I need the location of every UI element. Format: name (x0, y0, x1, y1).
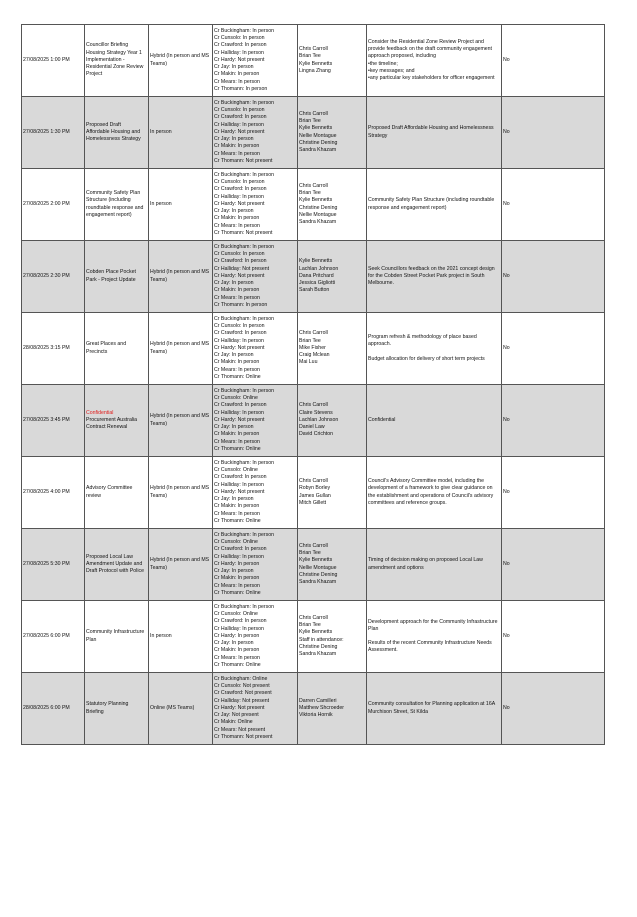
attendance-line: Cr Mears: In person (214, 294, 260, 301)
attendance-line: Cr Cunsolo: Online (214, 467, 258, 474)
topic-line: Advisory Committee (86, 485, 133, 492)
attendance-line: Cr Cunsolo: Not present (214, 683, 270, 690)
table-row (22, 313, 605, 385)
topic-cell (85, 241, 149, 313)
attendance-cell (213, 673, 298, 745)
officers-cell (298, 241, 367, 313)
purpose-text: Community Safety Plan Structure (including roundtable response and engagement report) (368, 197, 495, 211)
topic-line: Councillor Briefing (86, 42, 129, 49)
date-text: 27/08/2025 1:30 PM (23, 128, 70, 135)
briefings-table (21, 24, 605, 745)
attendance-line: Cr Halliday: Not present (214, 697, 270, 704)
attendance-line: Cr Mears: Not present (214, 726, 266, 733)
purpose-cell (367, 673, 502, 745)
officer-name: Sandra Khazam (299, 650, 337, 657)
date-text: 27/08/2025 2:00 PM (23, 200, 70, 207)
topic-line: Homelessness Strategy (86, 136, 141, 143)
attendance-line: Cr Halliday: In person (214, 409, 264, 416)
topic-line: Community Safety Plan (86, 190, 141, 197)
attendance-line: Cr Cunsolo: Online (214, 611, 258, 618)
attendance-cell (213, 385, 298, 457)
attendance-line: Cr Thomann: Online (214, 445, 261, 452)
purpose-cell (367, 169, 502, 241)
topic-line: Proposed Draft (86, 121, 121, 128)
date-cell (22, 457, 85, 529)
officer-name: Nellie Montague (299, 132, 337, 139)
topic-cell (85, 169, 149, 241)
attendance-line: Cr Thomann: In person (214, 85, 268, 92)
attendance-line: Cr Crawford: In person (214, 258, 267, 265)
attendance-line: Cr Halliday: In person (214, 481, 264, 488)
conflict-text: No (503, 632, 510, 639)
attendance-line: Cr Buckingham: In person (214, 244, 274, 251)
officer-name: Kylie Bennetts (299, 258, 333, 265)
attendance-cell (213, 601, 298, 673)
attendance-line: Cr Makin: In person (214, 503, 260, 510)
officer-name: Craig Mclean (299, 352, 330, 359)
confidential-label: Confidential (86, 409, 114, 416)
format-text: Online (MS Teams) (150, 704, 195, 711)
officer-name: Viktoria Hornik (299, 712, 333, 719)
date-text: 28/08/2025 6:00 PM (23, 704, 70, 711)
attendance-line: Cr Halliday: In person (214, 121, 264, 128)
format-text: Hybrid (In person and MS Teams) (150, 485, 210, 499)
officer-name: Brian Tee (299, 53, 321, 60)
purpose-cell (367, 529, 502, 601)
officers-cell (298, 97, 367, 169)
topic-line: Affordable Housing and (86, 128, 141, 135)
table-row (22, 169, 605, 241)
attendance-line: Cr Mears: In person (214, 582, 260, 589)
attendance-line: Cr Hardy: Not present (214, 704, 265, 711)
attendance-line: Cr Jay: In person (214, 424, 254, 431)
date-cell (22, 673, 85, 745)
attendance-line: Cr Hardy: Not present (214, 56, 265, 63)
officer-name: Chris Carroll (299, 46, 328, 53)
attendance-line: Cr Halliday: In person (214, 553, 264, 560)
topic-line: Procurement Australia (86, 416, 138, 423)
paragraph-gap (368, 349, 500, 356)
officers-cell (298, 529, 367, 601)
officer-name: Kylie Bennetts (299, 60, 333, 67)
topic-cell (85, 601, 149, 673)
format-text: In person (150, 200, 172, 207)
attendance-line: Cr Halliday: In person (214, 625, 264, 632)
date-cell (22, 25, 85, 97)
date-cell (22, 601, 85, 673)
purpose-cell (367, 601, 502, 673)
officer-name: Kylie Bennetts (299, 125, 333, 132)
attendance-line: Cr Thomann: Not present (214, 229, 273, 236)
topic-line: Draft Protocol with Police (86, 568, 144, 575)
officer-name: Brian Tee (299, 337, 321, 344)
attendance-line: Cr Crawford: Not present (214, 690, 272, 697)
attendance-line: Cr Buckingham: In person (214, 316, 274, 323)
paragraph-gap (368, 633, 500, 640)
table-row (22, 457, 605, 529)
date-text: 28/08/2025 3:15 PM (23, 344, 70, 351)
attendance-line: Cr Thomann: Online (214, 517, 261, 524)
officer-name: Brian Tee (299, 550, 321, 557)
officer-name: Sandra Khazam (299, 578, 337, 585)
table-row (22, 97, 605, 169)
topic-line: review (86, 492, 101, 499)
officer-name: Brian Tee (299, 118, 321, 125)
attendance-line: Cr Hardy: Not present (214, 416, 265, 423)
attendance-line: Cr Jay: Not present (214, 712, 259, 719)
purpose-text: Proposed Draft Affordable Housing and Homelessness Strategy (368, 125, 494, 139)
attendance-line: Cr Hardy: In person (214, 632, 260, 639)
officers-cell (298, 169, 367, 241)
purpose-text: Results of the recent Community Infrastructure Needs Assessment. (368, 640, 492, 654)
purpose-text: Seek Councillors feedback on the 2021 concept design for the Cobden Street Pocket Park project in South Melbourne. (368, 265, 495, 287)
attendance-line: Cr Crawford: In person (214, 330, 267, 337)
topic-line: Precincts (86, 348, 108, 355)
purpose-text: Council's Advisory Committee model, including the development of a framework to give clear guidance on the establishment and operations of Council's advisory committees and reference groups. (368, 478, 494, 506)
topic-line: Residential Zone Review (86, 64, 144, 71)
conflict-cell (502, 457, 605, 529)
purpose-cell (367, 97, 502, 169)
officer-name: Chris Carroll (299, 614, 328, 621)
topic-line: Cobden Place Pocket (86, 269, 136, 276)
purpose-cell (367, 25, 502, 97)
date-text: 27/08/2025 2:30 PM (23, 272, 70, 279)
officer-name: Chris Carroll (299, 110, 328, 117)
officer-name: David Crichton (299, 431, 334, 438)
attendance-line: Cr Buckingham: In person (214, 28, 274, 35)
officer-name: Dana Pritchard (299, 272, 334, 279)
attendance-line: Cr Makin: In person (214, 431, 260, 438)
date-text: 27/08/2025 3:45 PM (23, 416, 70, 423)
attendance-line: Cr Halliday: In person (214, 337, 264, 344)
officer-name: Christine Dening (299, 139, 338, 146)
conflict-cell (502, 25, 605, 97)
conflict-text: No (503, 272, 510, 279)
purpose-text: Program refresh & methodology of place based approach. (368, 334, 477, 348)
purpose-cell (367, 457, 502, 529)
attendance-line: Cr Crawford: In person (214, 618, 267, 625)
format-text: Hybrid (In person and MS Teams) (150, 341, 210, 355)
purpose-cell (367, 241, 502, 313)
purpose-text: Consider the Residential Zone Review Project and provide feedback on the draft community engagement approach proposed, including (368, 38, 492, 60)
officer-name: Lingna Zhang (299, 67, 331, 74)
topic-line: Contract Renewal (86, 424, 128, 431)
attendance-line: Cr Buckingham: In person (214, 604, 274, 611)
attendance-line: Cr Makin: Online (214, 719, 253, 726)
format-cell (149, 241, 213, 313)
officer-name: Darren Camilleri (299, 697, 337, 704)
attendance-line: Cr Jay: In person (214, 568, 254, 575)
format-cell (149, 25, 213, 97)
format-cell (149, 529, 213, 601)
attendance-line: Cr Jay: In person (214, 136, 254, 143)
officer-name: Claire Stevens (299, 409, 333, 416)
officer-name: Staff in attendance: (299, 636, 344, 643)
attendance-line: Cr Buckingham: In person (214, 460, 274, 467)
format-cell (149, 313, 213, 385)
officer-name: Sarah Button (299, 287, 330, 294)
date-text: 27/08/2025 5:30 PM (23, 560, 70, 567)
table-row (22, 241, 605, 313)
conflict-cell (502, 601, 605, 673)
purpose-cell (367, 313, 502, 385)
attendance-line: Cr Crawford: In person (214, 402, 267, 409)
officer-name: Kylie Bennetts (299, 629, 333, 636)
date-cell (22, 97, 85, 169)
officers-cell (298, 601, 367, 673)
officer-name: Christine Dening (299, 204, 338, 211)
attendance-line: Cr Makin: In person (214, 71, 260, 78)
table-row (22, 25, 605, 97)
date-cell (22, 313, 85, 385)
attendance-line: Cr Cunsolo: In person (214, 35, 265, 42)
attendance-cell (213, 457, 298, 529)
table-row (22, 529, 605, 601)
conflict-text: No (503, 416, 510, 423)
attendance-line: Cr Makin: In person (214, 287, 260, 294)
officer-name: Kylie Bennetts (299, 197, 333, 204)
date-text: 27/08/2025 1:00 PM (23, 56, 70, 63)
date-cell (22, 169, 85, 241)
officer-name: Mai Luu (299, 359, 318, 366)
topic-cell (85, 529, 149, 601)
table-row (22, 385, 605, 457)
attendance-line: Cr Buckingham: Online (214, 676, 268, 683)
attendance-line: Cr Thomann: Online (214, 589, 261, 596)
conflict-text: No (503, 128, 510, 135)
attendance-line: Cr Cunsolo: In person (214, 107, 265, 114)
topic-line: Housing Strategy Year 1 (86, 49, 142, 56)
attendance-line: Cr Jay: In person (214, 208, 254, 215)
officer-name: Lachlan Johnson (299, 265, 339, 272)
officer-name: Robyn Borley (299, 485, 331, 492)
officer-name: Chris Carroll (299, 182, 328, 189)
attendance-line: Cr Cunsolo: In person (214, 251, 265, 258)
date-text: 27/08/2025 4:00 PM (23, 488, 70, 495)
attendance-line: Cr Buckingham: In person (214, 100, 274, 107)
topic-line: Statutory Planning (86, 701, 129, 708)
attendance-line: Cr Mears: In person (214, 438, 260, 445)
topic-cell (85, 97, 149, 169)
topic-line: Proposed Local Law (86, 553, 134, 560)
attendance-line: Cr Jay: In person (214, 280, 254, 287)
date-cell (22, 529, 85, 601)
attendance-line: Cr Makin: In person (214, 215, 260, 222)
purpose-text: •key messages; and (368, 67, 415, 74)
officer-name: Chris Carroll (299, 402, 328, 409)
attendance-line: Cr Makin: In person (214, 359, 260, 366)
attendance-line: Cr Thomann: Online (214, 373, 261, 380)
officer-name: Sandra Khazam (299, 146, 337, 153)
officers-cell (298, 457, 367, 529)
attendance-line: Cr Jay: In person (214, 352, 254, 359)
topic-cell (85, 673, 149, 745)
attendance-line: Cr Mears: In person (214, 222, 260, 229)
officer-name: Mike Fisher (299, 344, 326, 351)
officer-name: Nellie Montague (299, 564, 337, 571)
officer-name: Jessica Gigliotti (299, 280, 336, 287)
attendance-line: Cr Makin: In person (214, 143, 260, 150)
officer-name: Daniel Law (299, 424, 325, 431)
topic-cell (85, 313, 149, 385)
topic-line: Briefing (86, 708, 104, 715)
attendance-line: Cr Cunsolo: In person (214, 179, 265, 186)
officer-name: Nellie Montague (299, 211, 337, 218)
conflict-text: No (503, 56, 510, 63)
format-text: Hybrid (In person and MS Teams) (150, 269, 210, 283)
date-cell (22, 385, 85, 457)
format-cell (149, 385, 213, 457)
attendance-line: Cr Jay: In person (214, 496, 254, 503)
officer-name: Chris Carroll (299, 330, 328, 337)
attendance-cell (213, 313, 298, 385)
attendance-line: Cr Thomann: Not present (214, 157, 273, 164)
date-text: 27/08/2025 6:00 PM (23, 632, 70, 639)
format-cell (149, 169, 213, 241)
purpose-text: Budget allocation for delivery of short term projects (368, 355, 485, 362)
attendance-cell (213, 25, 298, 97)
topic-line: Amendment Update and (86, 560, 143, 567)
attendance-line: Cr Hardy: In person (214, 560, 260, 567)
officer-name: James Gullan (299, 492, 331, 499)
officer-name: Chris Carroll (299, 478, 328, 485)
attendance-line: Cr Jay: In person (214, 64, 254, 71)
table-row (22, 673, 605, 745)
purpose-text: Community consultation for Planning application at 16A Murchison Street, St Kilda (368, 701, 495, 715)
attendance-line: Cr Thomann: In person (214, 301, 268, 308)
topic-line: Plan (86, 636, 97, 643)
format-text: In person (150, 128, 172, 135)
attendance-line: Cr Mears: In person (214, 366, 260, 373)
officers-cell (298, 385, 367, 457)
attendance-line: Cr Halliday: In person (214, 193, 264, 200)
conflict-cell (502, 385, 605, 457)
format-text: Hybrid (In person and MS Teams) (150, 557, 210, 571)
topic-line: Great Places and (86, 341, 127, 348)
attendance-line: Cr Halliday: Not present (214, 265, 270, 272)
attendance-line: Cr Mears: In person (214, 78, 260, 85)
attendance-line: Cr Hardy: Not present (214, 344, 265, 351)
attendance-line: Cr Jay: In person (214, 640, 254, 647)
attendance-line: Cr Cunsolo: In person (214, 323, 265, 330)
officer-name: Sandra Khazam (299, 218, 337, 225)
officer-name: Christine Dening (299, 643, 338, 650)
attendance-line: Cr Cunsolo: Online (214, 539, 258, 546)
topic-line: Park - Project Update (86, 276, 136, 283)
officer-name: Kylie Bennetts (299, 557, 333, 564)
officer-name: Chris Carroll (299, 542, 328, 549)
conflict-cell (502, 313, 605, 385)
purpose-text: Development approach for the Community Infrastructure Plan (368, 618, 498, 632)
topic-line: Implementation - (86, 56, 125, 63)
attendance-line: Cr Hardy: Not present (214, 488, 265, 495)
topic-cell (85, 457, 149, 529)
date-cell (22, 241, 85, 313)
attendance-line: Cr Crawford: In person (214, 114, 267, 121)
conflict-cell (502, 169, 605, 241)
topic-line: Project (86, 71, 103, 78)
format-cell (149, 673, 213, 745)
topic-line: engagement report) (86, 211, 132, 218)
attendance-line: Cr Mears: In person (214, 654, 260, 661)
topic-cell (85, 25, 149, 97)
attendance-line: Cr Hardy: Not present (214, 128, 265, 135)
attendance-cell (213, 97, 298, 169)
attendance-line: Cr Thomann: Not present (214, 733, 273, 740)
attendance-line: Cr Crawford: In person (214, 546, 267, 553)
briefings-table-body (22, 25, 605, 745)
format-cell (149, 601, 213, 673)
topic-line: roundtable response and (86, 204, 144, 211)
topic-cell (85, 385, 149, 457)
officer-name: Brian Tee (299, 622, 321, 629)
format-text: Hybrid (In person and MS Teams) (150, 53, 210, 67)
conflict-cell (502, 97, 605, 169)
attendance-line: Cr Crawford: In person (214, 474, 267, 481)
topic-line: Community Infrastructure (86, 629, 145, 636)
officers-cell (298, 25, 367, 97)
topic-line: Structure (including (86, 197, 131, 204)
conflict-text: No (503, 344, 510, 351)
attendance-line: Cr Mears: In person (214, 150, 260, 157)
attendance-cell (213, 241, 298, 313)
officer-name: Lachlan Johnson (299, 416, 339, 423)
officer-name: Matthew Shcroeder (299, 704, 344, 711)
format-cell (149, 457, 213, 529)
officer-name: Brian Tee (299, 190, 321, 197)
officers-cell (298, 313, 367, 385)
attendance-cell (213, 529, 298, 601)
conflict-text: No (503, 488, 510, 495)
attendance-line: Cr Halliday: In person (214, 49, 264, 56)
purpose-text: Confidential (368, 416, 396, 423)
attendance-line: Cr Cunsolo: Online (214, 395, 258, 402)
attendance-line: Cr Makin: In person (214, 647, 260, 654)
attendance-line: Cr Mears: In person (214, 510, 260, 517)
format-text: Hybrid (In person and MS Teams) (150, 413, 210, 427)
purpose-cell (367, 385, 502, 457)
conflict-text: No (503, 704, 510, 711)
officer-name: Christine Dening (299, 571, 338, 578)
conflict-text: No (503, 560, 510, 567)
purpose-text: •any particular key stakeholders for officer engagement (368, 74, 495, 81)
format-cell (149, 97, 213, 169)
attendance-line: Cr Buckingham: In person (214, 532, 274, 539)
attendance-line: Cr Hardy: Not present (214, 272, 265, 279)
officers-cell (298, 673, 367, 745)
conflict-cell (502, 241, 605, 313)
format-text: In person (150, 632, 172, 639)
attendance-line: Cr Buckingham: In person (214, 388, 274, 395)
attendance-cell (213, 169, 298, 241)
table-row (22, 601, 605, 673)
attendance-line: Cr Thomann: Online (214, 661, 261, 668)
attendance-line: Cr Hardy: Not present (214, 200, 265, 207)
conflict-text: No (503, 200, 510, 207)
purpose-text: Timing of decision making on proposed Local Law amendment and options (368, 557, 483, 571)
conflict-cell (502, 673, 605, 745)
attendance-line: Cr Crawford: In person (214, 186, 267, 193)
attendance-line: Cr Crawford: In person (214, 42, 267, 49)
conflict-cell (502, 529, 605, 601)
attendance-line: Cr Buckingham: In person (214, 172, 274, 179)
attendance-line: Cr Makin: In person (214, 575, 260, 582)
purpose-text: •the timeline; (368, 60, 398, 67)
officer-name: Mitch Gillett (299, 499, 327, 506)
